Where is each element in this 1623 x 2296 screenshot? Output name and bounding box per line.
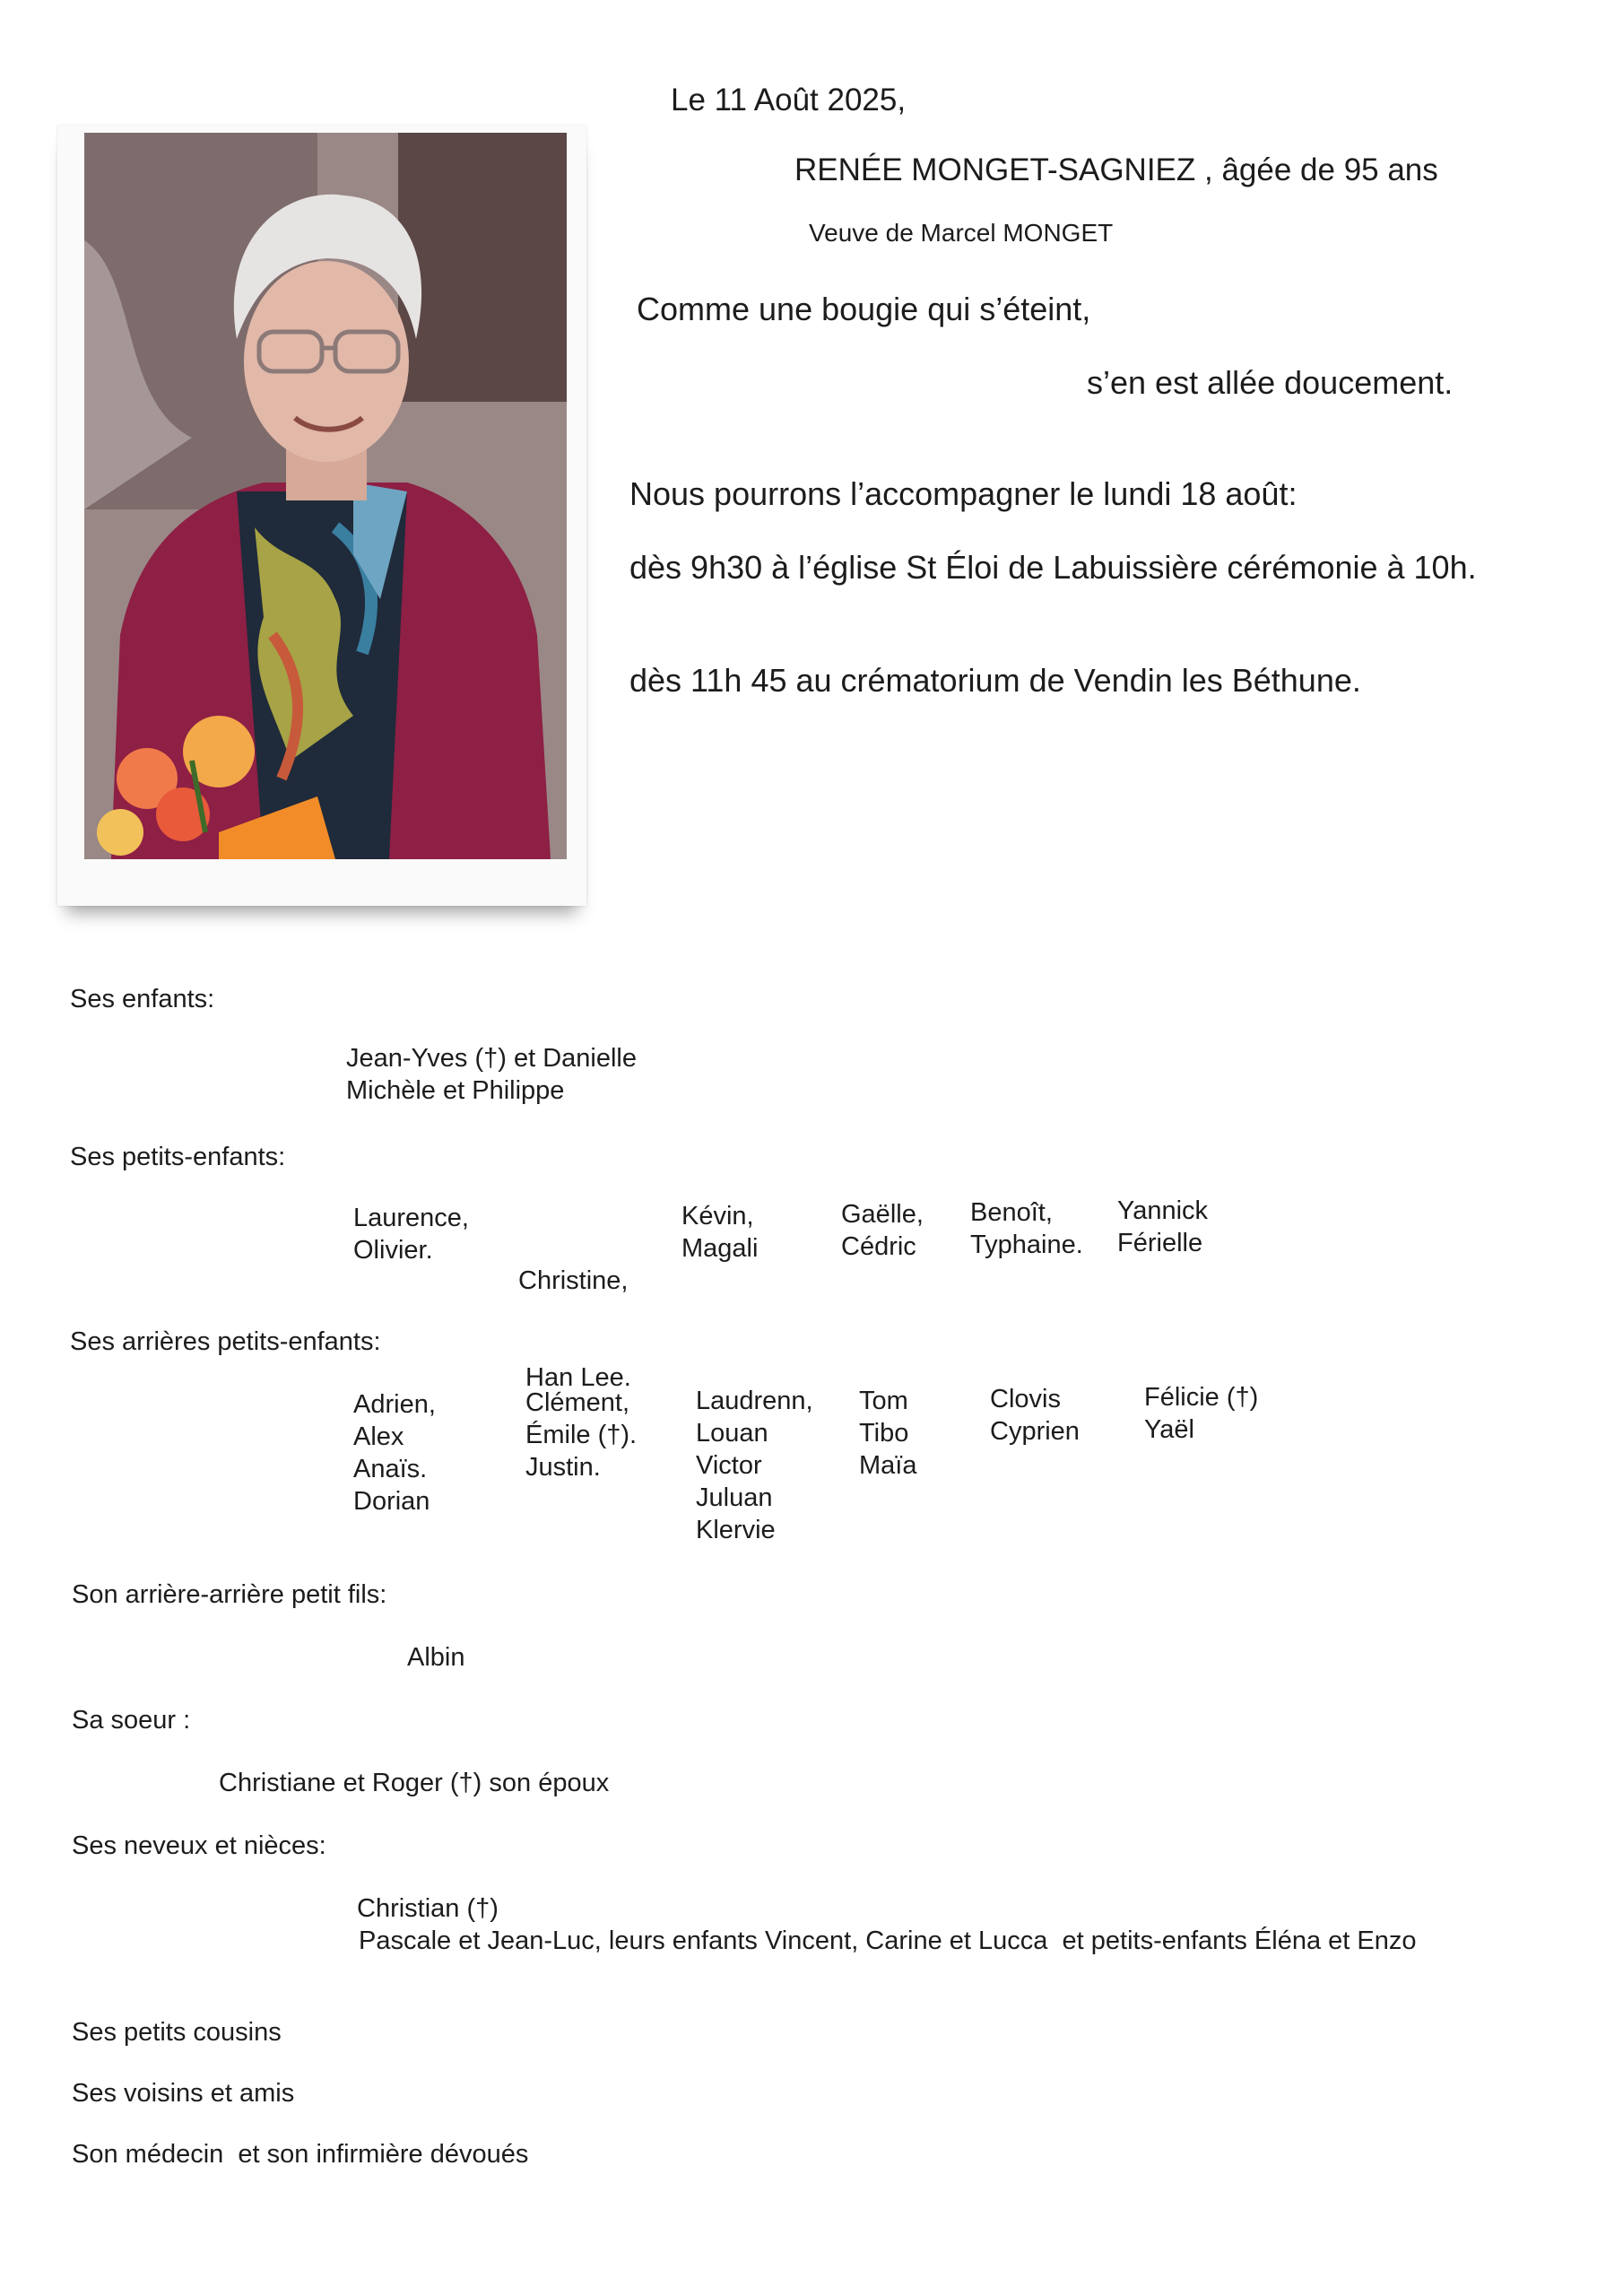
children-line: Michèle et Philippe (346, 1076, 565, 1105)
great-grandchildren-group (859, 1385, 916, 1482)
great-grandchild-name: Clément, (525, 1388, 630, 1417)
great-grandchild-name: Clovis (990, 1385, 1061, 1413)
great-grandchild-name: Tibo (859, 1419, 909, 1448)
portrait-illustration (84, 133, 567, 859)
notice-date: Le 11 Août 2025, (671, 83, 907, 117)
grandchild-name: Kévin, (681, 1202, 754, 1231)
great-grandchildren-label: Ses arrières petits-enfants: (70, 1327, 381, 1356)
nephew-line-1: Christian (†) (357, 1894, 499, 1923)
doctor-line: Son médecin et son infirmière dévoués (72, 2140, 529, 2169)
verse-line-2: s’en est allée doucement. (1087, 364, 1454, 401)
nephew-line-2: Pascale et Jean-Luc, leurs enfants Vincent, Carine et Lucca et petits-enfants Éléna et Enzo (359, 1926, 1417, 1955)
deceased-name: RENÉE MONGET-SAGNIEZ , âgée de 95 ans (794, 152, 1438, 187)
great-grandchild-name: Cyprien (990, 1417, 1080, 1446)
great-great-grandson-label: Son arrière-arrière petit fils: (72, 1580, 387, 1609)
great-grandchild-name: Tom (859, 1387, 908, 1415)
grandchild-name: Olivier. (353, 1236, 433, 1265)
nephews-label: Ses neveux et nièces: (72, 1831, 326, 1860)
great-grandchild-name: Justin. (525, 1453, 601, 1482)
great-grandchild-name: Alex (353, 1422, 404, 1451)
cousins-line: Ses petits cousins (72, 2018, 282, 2047)
great-grandchildren-group (990, 1383, 1080, 1448)
sister-label: Sa soeur : (72, 1706, 191, 1735)
service-crematorium: dès 11h 45 au crématorium de Vendin les Béthune. (629, 662, 1361, 699)
portrait-card (57, 126, 586, 906)
grandchild-name: Laurence, (353, 1204, 469, 1232)
great-grandchildren-group (353, 1388, 436, 1518)
service-intro: Nous pourrons l’accompagner le lundi 18 août: (629, 475, 1298, 512)
children-label: Ses enfants: (70, 985, 215, 1013)
great-grandchild-name: Laudrenn, (696, 1387, 813, 1415)
grandchildren-group (970, 1196, 1083, 1261)
verse-line-1: Comme une bougie qui s’éteint, (637, 291, 1091, 327)
neighbours-line: Ses voisins et amis (72, 2079, 295, 2108)
service-church: dès 9h30 à l’église St Éloi de Labuissière cérémonie à 10h. (629, 549, 1477, 586)
grandchild-name: Han Lee. (518, 1363, 631, 1392)
grandchild-name: Typhaine. (970, 1231, 1083, 1259)
children-line: Jean-Yves (†) et Danielle (346, 1044, 637, 1073)
great-grandchildren-group (1144, 1381, 1258, 1446)
grandchild-name: Férielle (1117, 1229, 1203, 1257)
grandchildren-group (681, 1200, 758, 1265)
great-grandchild-name: Anaïs. (353, 1455, 428, 1483)
grandchild-name: Benoît, (970, 1198, 1053, 1227)
grandchild-name: Cédric (841, 1232, 916, 1261)
great-grandchildren-group (525, 1387, 637, 1483)
widow-line: Veuve de Marcel MONGET (809, 219, 1114, 247)
sister-line: Christiane et Roger (†) son époux (219, 1769, 610, 1797)
great-grandchild-name: Yaël (1144, 1415, 1194, 1444)
great-grandchild-name: Émile (†). (525, 1421, 638, 1449)
great-grandchild-name: Juluan (696, 1483, 773, 1512)
grandchild-name: Christine, (518, 1266, 629, 1295)
great-grandchild-name: Maïa (859, 1451, 917, 1480)
great-grandchild-name: Dorian (353, 1487, 430, 1516)
grandchild-name: Magali (681, 1234, 759, 1263)
portrait-photo (84, 133, 567, 859)
grandchildren-label: Ses petits-enfants: (70, 1143, 286, 1171)
grandchild-name: Gaëlle, (841, 1200, 924, 1229)
great-grandchild-name: Klervie (696, 1516, 776, 1544)
great-grandchildren-group (696, 1385, 813, 1546)
grandchildren-group (353, 1202, 469, 1266)
great-grandchild-name: Victor (696, 1451, 762, 1480)
great-grandchild-name: Louan (696, 1419, 768, 1448)
great-great-grandson-name: Albin (407, 1643, 465, 1672)
great-grandchild-name: Félicie (†) (1144, 1383, 1259, 1412)
children-list (346, 1042, 637, 1107)
grandchild-name: Yannick (1117, 1196, 1209, 1225)
great-grandchild-name: Adrien, (353, 1390, 436, 1419)
grandchildren-group (1117, 1195, 1208, 1259)
grandchildren-group (841, 1198, 924, 1263)
